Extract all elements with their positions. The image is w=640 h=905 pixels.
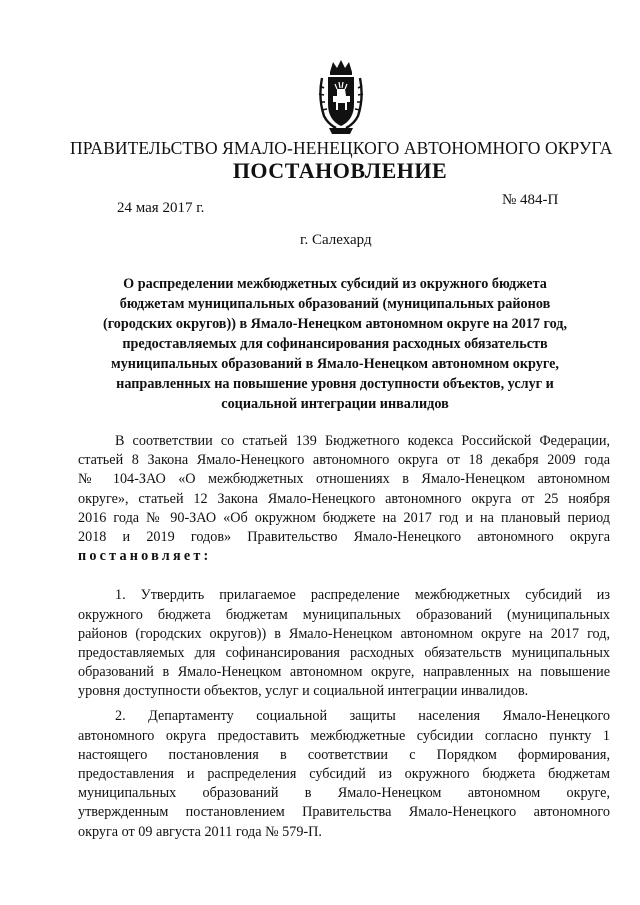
title-line: предоставляемых для софинансирования расходных обязательств — [122, 336, 548, 352]
title-line: муниципальных образований в Ямало-Ненецком автономном округе, — [111, 356, 559, 372]
item-2-line: утвержденным постановлением Правительства Ямало-Ненецкого автономного — [78, 804, 610, 821]
coat-of-arms-emblem — [316, 58, 366, 138]
item-2-line: автономного округа предоставить межбюджетные субсидии согласно пункту 1 — [78, 727, 610, 744]
item-1-line: образований в Ямало-Ненецком автономном округе, направленных на повышение — [78, 664, 610, 681]
document-city: г. Салехард — [300, 232, 372, 248]
document-type: ПОСТАНОВЛЕНИЕ — [232, 158, 448, 183]
paragraph-gap — [78, 566, 610, 586]
title-line: (городских округов)) в Ямало-Ненецком автономном округе на 2017 год, — [102, 316, 568, 332]
item-2-line: предоставления и распределения субсидий из окружного бюджета бюджетам — [78, 766, 610, 782]
item-1-line: предоставляемых для софинансирования расходных обязательств муниципальных — [78, 644, 610, 661]
decree-word: постановляет: — [78, 548, 212, 565]
item-1-line: уровня доступности объектов, услуг и социальной интеграции инвалидов. — [78, 683, 529, 700]
item-2-paragraph — [78, 707, 610, 841]
document-title — [75, 274, 595, 414]
item-1-paragraph — [78, 586, 610, 701]
document-date: 24 мая 2017 г. — [117, 200, 205, 216]
item-2-line: настоящего постановления в соответствии с Порядком формирования, — [78, 746, 610, 763]
item-2-line: 2. Департаменту социальной защиты населения Ямало-Ненецкого — [115, 708, 610, 725]
document-number: № 484-П — [502, 192, 559, 208]
government-name: ПРАВИТЕЛЬСТВО ЯМАЛО-НЕНЕЦКОГО АВТОНОМНОГО ОКРУГА — [70, 138, 613, 158]
preamble-line: 2018 и 2019 годов» Правительство Ямало-Ненецкого автономного округа — [78, 528, 610, 545]
item-2-line: муниципальных образований в Ямало-Ненецком автономном округе, — [78, 785, 610, 802]
preamble-line: В соответствии со статьей 139 Бюджетного кодекса Российской Федерации, — [115, 433, 610, 449]
preamble-line: округе», статьей 12 Закона Ямало-Ненецкого автономного округа от 25 ноября — [78, 490, 610, 507]
preamble-line: № 104-ЗАО «О межбюджетных отношениях в Ямало-Ненецком автономном — [78, 471, 610, 488]
title-line: направленных на повышение уровня доступности объектов, услуг и — [116, 376, 554, 392]
preamble-line: статьей 8 Закона Ямало-Ненецкого автономного округа от 18 декабря 2009 года — [78, 452, 610, 469]
title-line: О распределении межбюджетных субсидий из окружного бюджета — [123, 276, 547, 292]
item-1-line: 1. Утвердить прилагаемое распределение межбюджетных субсидий из — [115, 587, 610, 604]
document-body — [78, 432, 610, 842]
item-1-line: окружного бюджета бюджетам муниципальных образований (муниципальных — [78, 606, 610, 623]
title-line: социальной интеграции инвалидов — [221, 396, 449, 412]
decree-word-line — [78, 547, 610, 566]
preamble-paragraph — [78, 432, 610, 566]
preamble-line: 2016 года № 90-ЗАО «Об окружном бюджете на 2017 год и на плановый период — [78, 509, 610, 526]
item-2-line: округа от 09 августа 2011 года № 579-П. — [78, 823, 322, 840]
item-1-line: районов (городских округов)) в Ямало-Ненецком автономном округе на 2017 год, — [78, 625, 610, 642]
title-line: бюджетам муниципальных образований (муниципальных районов — [119, 296, 551, 312]
